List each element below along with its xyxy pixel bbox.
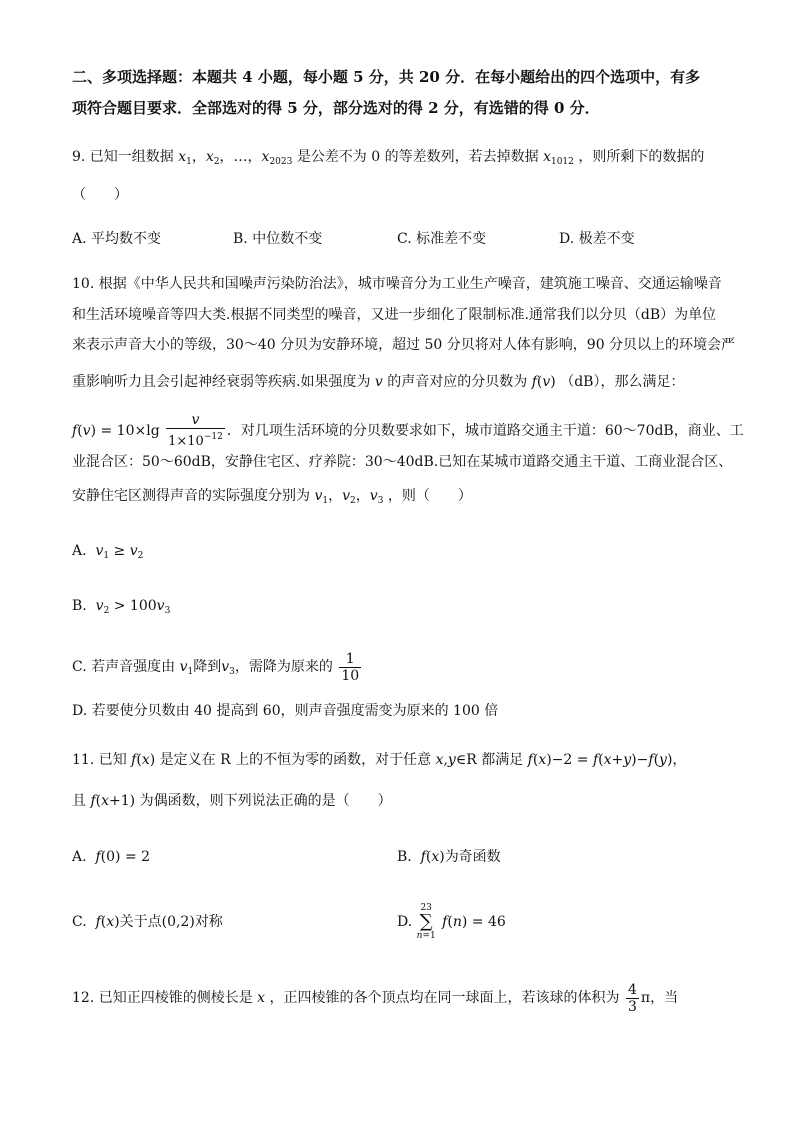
q9-stem: 9. 已知一组数据 $x_1$，$x_2$，…，$x_{2023}$ 是公差不为 0 的等差数列，若去掉数据 $x_{1012}$ ，则所剩下的数据的	[72, 149, 705, 167]
q11-line1: 11. 已知 f(x) 是定义在 R 上的不恒为零的函数，对于任意 x,y∈R 都满足 f(x)−2 = f(x+y)−f(y)，	[72, 752, 687, 768]
sum-symbol: 23 ∑ n=1	[416, 903, 436, 941]
q10-option-b: B. $v_2 > 100v_3$	[72, 598, 171, 616]
q12-line1: 12. 已知正四棱锥的侧棱长是 x ，正四棱锥的各个顶点均在同一球面上，若该球的体积为 $\frac{4}{3}$ π，当	[72, 981, 679, 1015]
q11-option-a: A. f(0) = 2	[72, 849, 151, 865]
q10-line2: 和生活环境噪音等四大类.根据不同类型的噪音，又进一步细化了限制标准.通常我们以分贝（dB）为单位	[72, 307, 717, 323]
q10-line6: 业混合区：50～60dB，安静住宅区、疗养院：30～40dB.已知在某城市道路交通主干道、工商业混合区、	[72, 454, 733, 470]
q10-option-d: D. 若要使分贝数由 40 提高到 60，则声音强度需变为原来的 100 倍	[72, 703, 499, 719]
q10-option-a: A. $v_1 \ge v_2$	[72, 543, 144, 561]
q11-option-d: D. 23 ∑ n=1 f(n) = 46	[397, 903, 506, 941]
section-header-line1: 二、多项选择题：本题共 4 小题，每小题 5 分，共 20 分．在每小题给出的四个选项中，有多	[72, 68, 701, 86]
q9-option-d: D. 极差不变	[559, 231, 635, 247]
q9-option-c: C. 标准差不变	[397, 231, 487, 247]
q11-line2: 且 f(x+1) 为偶函数，则下列说法正确的是（ ）	[72, 793, 392, 809]
q11-option-c: C. f(x)关于点(0,2)对称	[72, 914, 223, 930]
q10-option-c: C. 若声音强度由 $v_1$降到$v_3$，需降为原来的 $\frac{1}{10}$	[72, 650, 360, 684]
q10-line4: 重影响听力且会引起神经衰弱等疾病.如果强度为 v 的声音对应的分贝数为 f(v) （dB），那么满足：	[72, 374, 685, 390]
q9-option-a: A. 平均数不变	[72, 231, 162, 247]
q10-line1: 10. 根据《中华人民共和国噪声污染防治法》，城市噪音分为工业生产噪音，建筑施工噪音、交通运输噪音	[72, 276, 722, 292]
q10-line5-formula: f(v) = 10×lg $\frac{v}{1\times 10^{-12}}$ ．对几项生活环境的分贝数要求如下，城市道路交通主干道：60～70dB，商业、工	[72, 412, 744, 449]
q10-line7: 安静住宅区测得声音的实际强度分别为 $v_1$，$v_2$，$v_3$ ，则（ ）	[72, 488, 472, 506]
section-header-line2: 项符合题目要求．全部选对的得 5 分，部分选对的得 2 分，有选错的得 0 分．	[72, 99, 600, 117]
q9-paren: （ ）	[72, 187, 128, 203]
q9-option-b: B. 中位数不变	[233, 231, 323, 247]
q11-option-b: B. f(x)为奇函数	[397, 849, 501, 865]
q10-line3: 来表示声音大小的等级，30～40 分贝为安静环境，超过 50 分贝将对人体有影响，90 分贝以上的环境会严	[72, 337, 736, 353]
